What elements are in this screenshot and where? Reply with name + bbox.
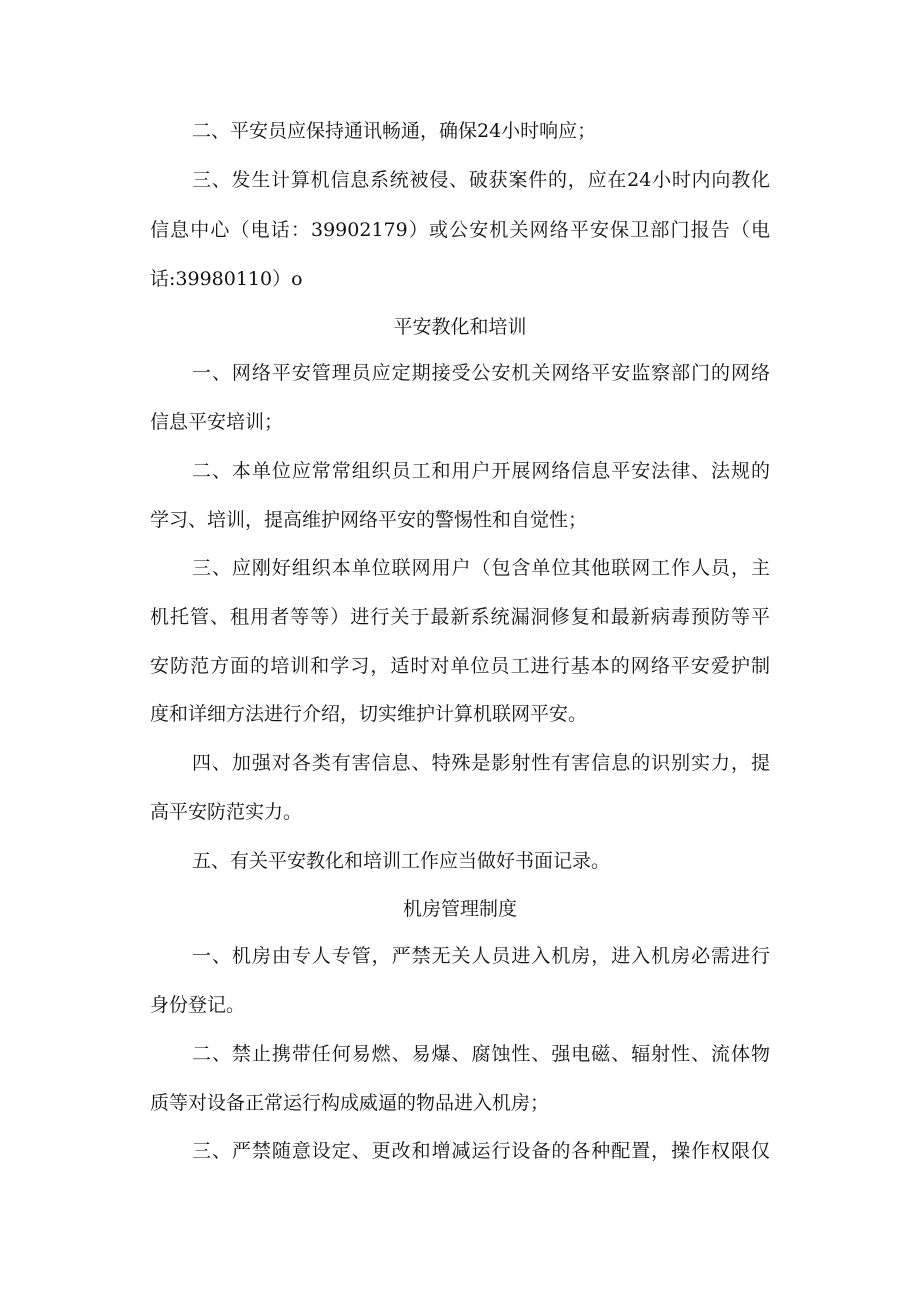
paragraph-line: 三、应刚好组织本单位联网用户（包含单位其他联网工作人员，主: [192, 557, 770, 579]
section-heading: 平安教化和培训: [393, 316, 527, 338]
paragraph-line: 度和详细方法进行介绍，切实维护计算机联网平安。: [150, 703, 588, 725]
paragraph-line: 信息中心（电话：39902179）或公安机关网络平安保卫部门报告（电: [150, 219, 770, 241]
section-heading: 机房管理制度: [402, 898, 517, 920]
paragraph-line: 话:39980110）o: [150, 268, 303, 290]
paragraph-line: 五、有关平安教化和培训工作应当做好书面记录。: [192, 850, 611, 872]
paragraph-line: 一、网络平安管理员应定期接受公安机关网络平安监察部门的网络: [192, 362, 770, 384]
paragraph-line: 机托管、租用者等等）进行关于最新系统漏洞修复和最新病毒预防等平: [150, 606, 770, 628]
paragraph-line: 信息平安培训；: [150, 411, 284, 433]
paragraph-line: 学习、培训，提高维护网络平安的警惕性和自觉性；: [150, 509, 588, 531]
paragraph-line: 高平安防范实力。: [150, 801, 303, 823]
paragraph-line: 二、禁止携带任何易燃、易爆、腐蚀性、强电磁、辐射性、流体物: [192, 1043, 770, 1065]
paragraph-line: 二、本单位应常常组织员工和用户开展网络信息平安法律、法规的: [192, 460, 770, 482]
paragraph-line: 三、严禁随意设定、更改和增减运行设备的各种配置，操作权限仅: [192, 1140, 770, 1162]
paragraph-line: 一、机房由专人专管，严禁无关人员进入机房，进入机房必需进行: [192, 945, 770, 967]
paragraph-line: 安防范方面的培训和学习，适时对单位员工进行基本的网络平安爱护制: [150, 655, 770, 677]
paragraph-line: 身份登记。: [150, 994, 246, 1016]
paragraph-line: 三、发生计算机信息系统被侵、破获案件的，应在24小时内向教化: [192, 169, 770, 191]
paragraph-line: 质等对设备正常运行构成威逼的物品进入机房；: [150, 1092, 550, 1114]
paragraph-line: 二、平安员应保持通讯畅通，确保24小时响应；: [192, 120, 597, 142]
paragraph-line: 四、加强对各类有害信息、特殊是影射性有害信息的识别实力，提: [192, 752, 770, 774]
